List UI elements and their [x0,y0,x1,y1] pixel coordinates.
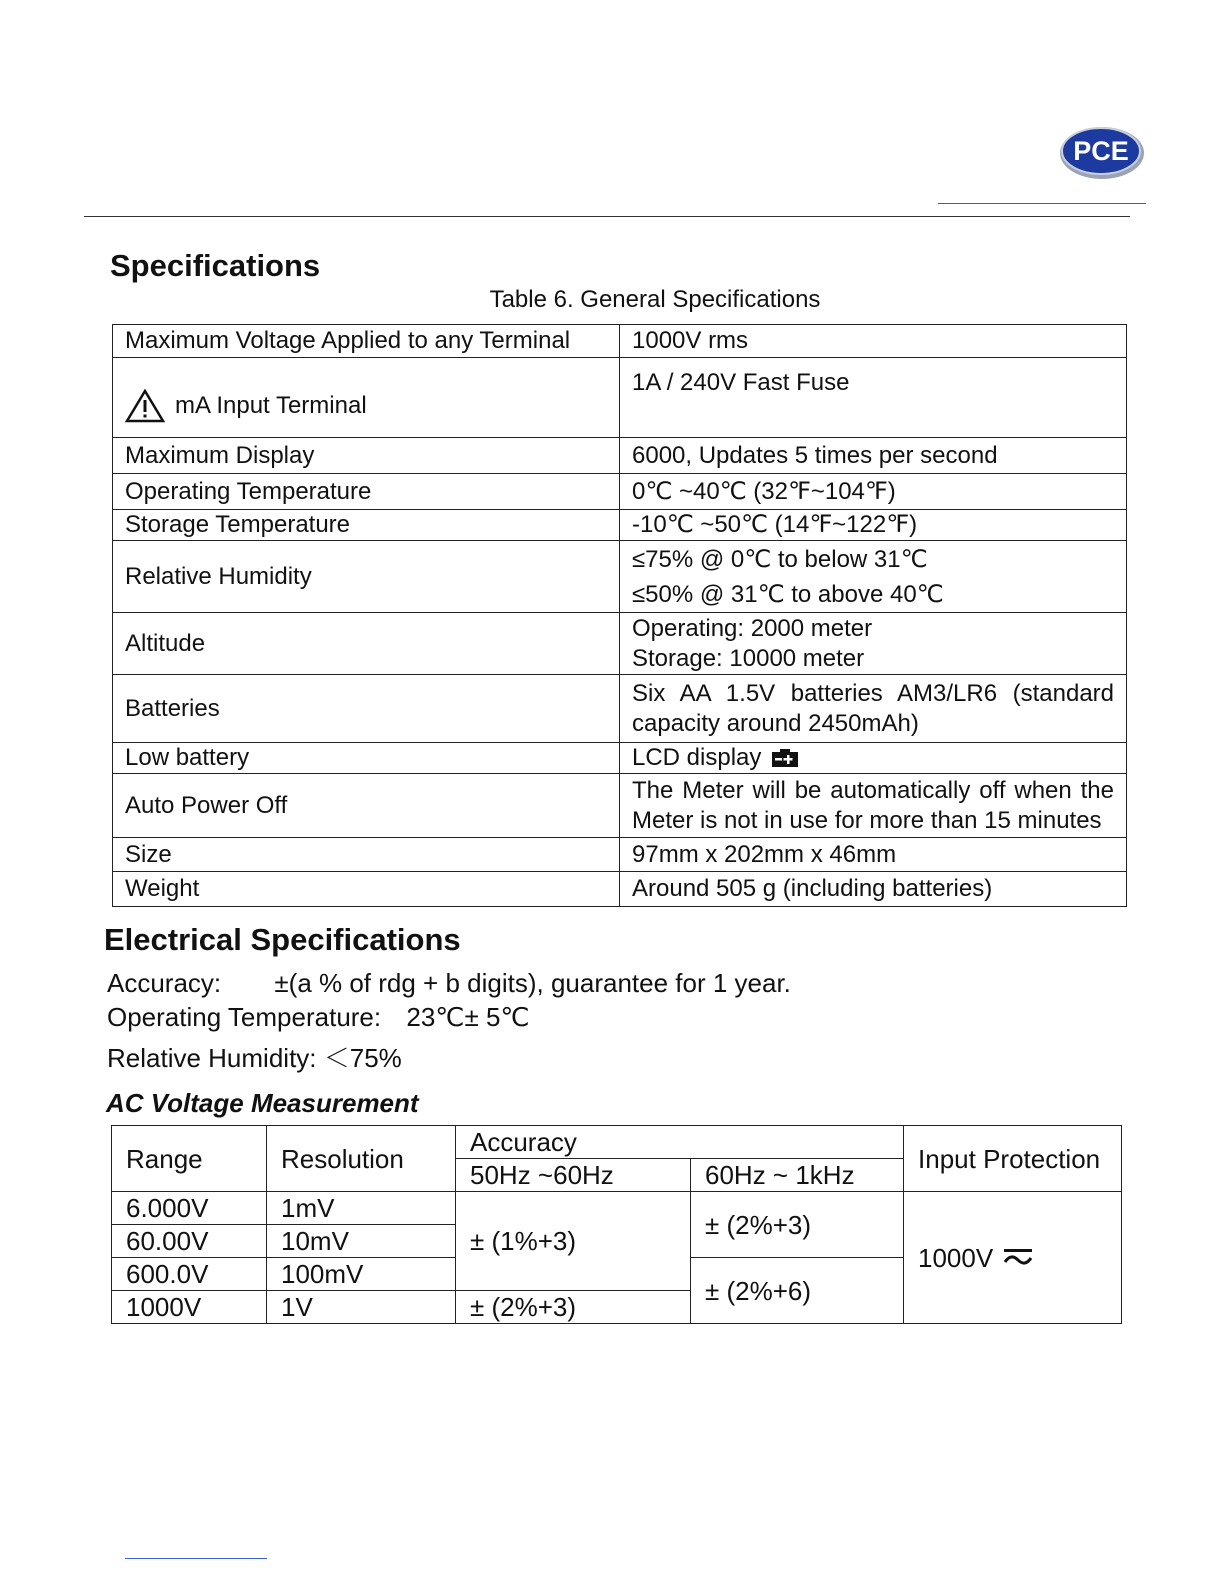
spec-value: LCD display [632,744,762,771]
header-accuracy: Accuracy [456,1126,904,1159]
spec-value: Around 505 g (including batteries) [620,872,1127,907]
resolution-cell: 1V [267,1291,456,1324]
header-freq-60-1k: 60Hz ~ 1kHz [691,1159,904,1192]
general-specifications-table [112,324,1127,907]
table-row [113,743,1127,774]
range-cell: 1000V [112,1291,267,1324]
spec-value-line: Operating: 2000 meter [632,614,873,642]
relative-humidity-label: Relative Humidity: [107,1043,317,1073]
operating-temperature-value: 23℃± 5℃ [406,1002,530,1032]
spec-value-line: ≤75% @ 0℃ to below 31℃ [632,545,928,573]
range-cell: 60.00V [112,1225,267,1258]
spec-label: Altitude [113,613,620,675]
operating-temperature-line [107,1002,530,1033]
accuracy-value: ±(a % of rdg + b digits), guarantee for 1 year. [274,968,791,998]
spec-label: Batteries [113,675,620,743]
spec-value: 1000V rms [620,325,1127,358]
spec-label: Size [113,838,620,872]
spec-value-line: Storage: 10000 meter [632,644,865,672]
warning-icon [125,389,165,423]
spec-value-cell [620,613,1127,675]
header-resolution: Resolution [267,1126,456,1192]
header-link-underline[interactable] [938,203,1146,204]
protection-value: 1000V [918,1242,994,1273]
spec-value-cell [620,743,1127,774]
spec-value: The Meter will be automatically off when the Meter is not in use for more than 15 minutes [620,774,1127,838]
header-freq-50-60: 50Hz ~60Hz [456,1159,691,1192]
specifications-title: Specifications [110,248,321,283]
footer-link-underline[interactable] [125,1558,267,1559]
spec-value-line: ≤50% @ 31℃ to above 40℃ [632,580,944,608]
table-row [113,358,1127,438]
table-row [113,438,1127,474]
header-range: Range [112,1126,267,1192]
spec-value: 6000, Updates 5 times per second [620,438,1127,474]
spec-label: Relative Humidity [113,541,620,613]
spec-label: Maximum Voltage Applied to any Terminal [113,325,620,358]
range-cell: 6.000V [112,1192,267,1225]
accuracy-cell: ± (2%+6) [691,1258,904,1324]
relative-humidity-line [107,1038,402,1075]
resolution-cell: 10mV [267,1225,456,1258]
spec-label-cell [113,358,620,438]
table-row [113,613,1127,675]
resolution-cell: 100mV [267,1258,456,1291]
table-row [113,675,1127,743]
accuracy-label: Accuracy: [107,968,222,998]
pce-logo [1058,124,1146,180]
ac-voltage-title: AC Voltage Measurement [106,1088,419,1118]
spec-label: mA Input Terminal [175,392,367,419]
table-row [113,510,1127,541]
spec-value: -10℃ ~50℃ (14℉~122℉) [620,510,1127,541]
table-row [112,1126,1122,1159]
spec-value: 97mm x 202mm x 46mm [620,838,1127,872]
table-row [112,1192,1122,1225]
spec-label: Low battery [113,743,620,774]
range-cell: 600.0V [112,1258,267,1291]
header-divider [84,216,1130,217]
battery-icon [771,748,799,768]
accuracy-line [107,968,791,999]
electrical-specifications-title: Electrical Specifications [104,922,461,957]
spec-label: Maximum Display [113,438,620,474]
logo-text: PCE [1073,136,1129,166]
ac-symbol-icon [1003,1247,1033,1269]
spec-value: Six AA 1.5V batteries AM3/LR6 (standard capacity around 2450mAh) [620,675,1127,743]
table-caption: Table 6. General Specifications [489,286,821,313]
spec-label: Storage Temperature [113,510,620,541]
spec-label: Operating Temperature [113,474,620,510]
table-row [113,474,1127,510]
table-row [113,872,1127,907]
table-row [113,541,1127,613]
operating-temperature-label: Operating Temperature: [107,1002,382,1032]
spec-value: 0℃ ~40℃ (32℉~104℉) [620,474,1127,510]
spec-value-cell [620,541,1127,613]
resolution-cell: 1mV [267,1192,456,1225]
header-input-protection: Input Protection [904,1126,1122,1192]
accuracy-cell: ± (2%+3) [691,1192,904,1258]
protection-cell [904,1192,1122,1324]
spec-label: Auto Power Off [113,774,620,838]
ac-voltage-table [111,1125,1122,1324]
spec-label: Weight [113,872,620,907]
spec-value: 1A / 240V Fast Fuse [620,358,1127,438]
table-row [113,774,1127,838]
table-row [113,838,1127,872]
table-row [113,325,1127,358]
accuracy-cell: ± (1%+3) [456,1192,691,1291]
relative-humidity-value: ＜75% [323,1043,402,1073]
accuracy-cell: ± (2%+3) [456,1291,691,1324]
